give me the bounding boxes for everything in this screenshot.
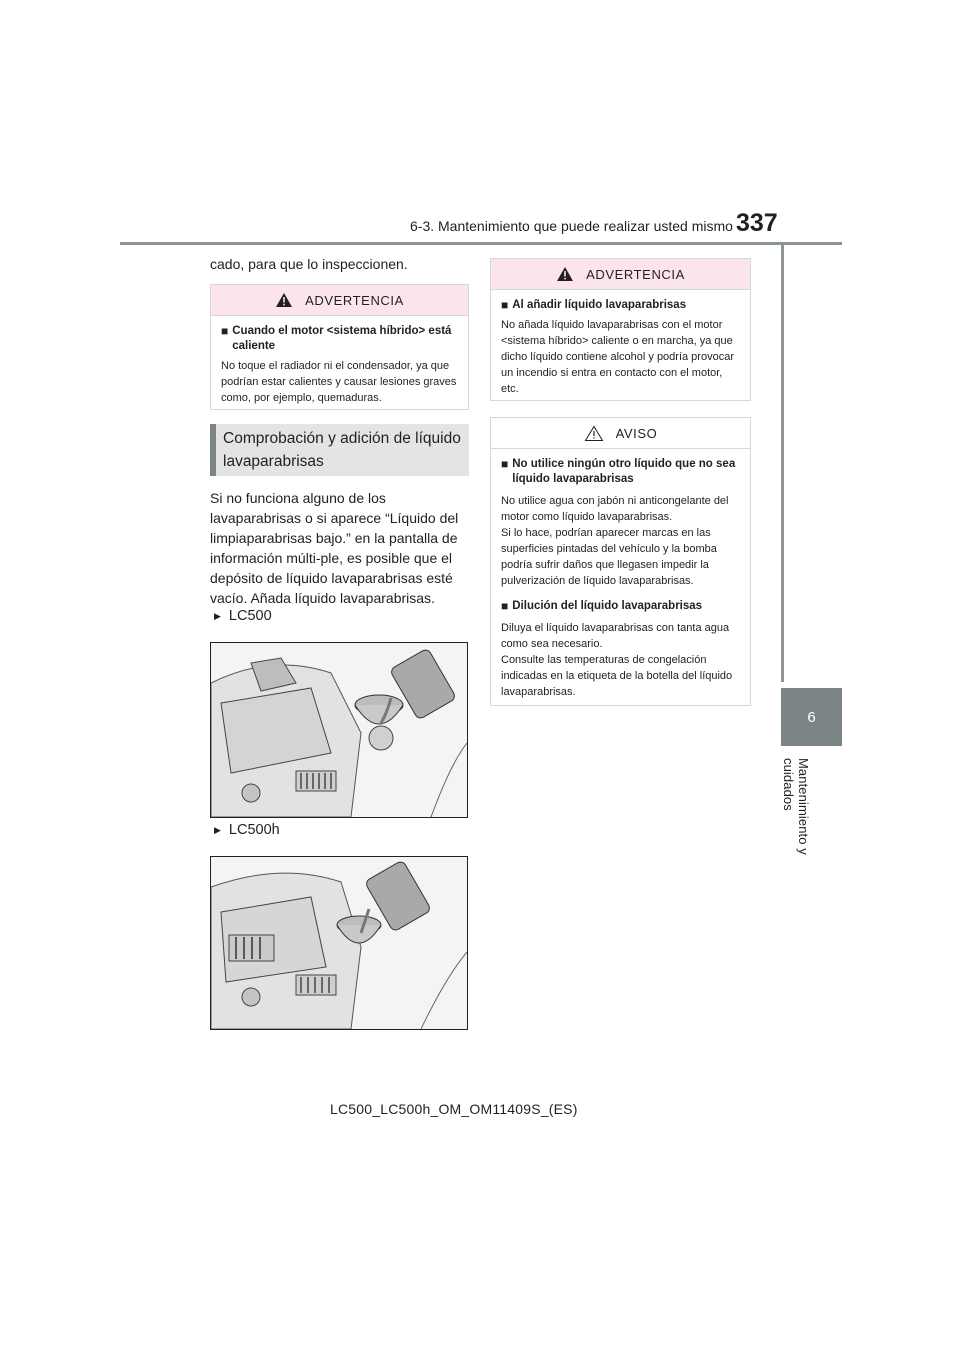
notice-item1-title	[501, 457, 740, 487]
warning-body: No añada líquido lavaparabrisas con el motor <sistema híbrido> caliente o en marcha, ya que dicho líquido contiene alcohol y podría provocar un incendio si entra en contacto con el motor, etc.	[501, 319, 734, 395]
notice-item2-body-a: Diluya el líquido lavaparabrisas con tanta agua como sea necesario.	[501, 622, 730, 650]
notice-box-header	[491, 418, 750, 449]
model-label-lc500	[214, 608, 272, 624]
model-label-lc500h	[214, 822, 280, 838]
square-bullet-icon: ■	[501, 457, 509, 471]
notice-item2-body-b: Consulte las temperaturas de congelación indicadas en la etiqueta de la botella del líquido lavaparabrisas.	[501, 654, 733, 698]
intro-text: cado, para que lo inspeccionen.	[210, 256, 408, 272]
warning-title-text: Al añadir líquido lavaparabrisas	[512, 299, 687, 311]
square-bullet-icon: ■	[221, 324, 229, 338]
section-heading-bar	[210, 424, 216, 476]
warning-title	[221, 324, 458, 354]
warning-heading: ADVERTENCIA	[586, 266, 685, 282]
warning-body: No toque el radiador ni el condensador, ya que podrían estar calientes y causar lesiones graves como, por ejemplo, quemaduras.	[221, 360, 457, 404]
illustration-lc500-filling	[210, 642, 468, 818]
header-rule	[120, 242, 842, 245]
square-bullet-icon: ■	[501, 298, 509, 312]
triangle-right-icon: ▶	[214, 610, 221, 621]
notice-item1-title-text: No utilice ningún otro líquido que no sea líquido lavaparabrisas	[512, 458, 736, 485]
square-bullet-icon: ■	[501, 599, 509, 613]
warning-box-header	[491, 259, 750, 290]
notice-item1-body-b: Si lo hace, podrían aparecer marcas en las superficies pintadas del vehículo y la bomba podría sufrir daños que llegasen impedir la pulverización de líquido lavaparabrisas.	[501, 527, 717, 587]
footer-code: LC500_LC500h_OM_OM11409S_(ES)	[330, 1101, 578, 1117]
body-paragraph: Si no funciona alguno de los lavaparabrisas o si aparece “Líquido del limpiaparabrisas bajo.” en la pantalla de información múlti-ple, es posible que el depósito de líquido lavaparabrisas esté vacío. Añada líquido lavaparabrisas.	[210, 490, 459, 606]
notice-heading: AVISO	[615, 425, 658, 441]
engine-bay-illustration-lc500h	[211, 857, 467, 1029]
notice-item1-body-a: No utilice agua con jabón ni anticongelante del motor como líquido lavaparabrisas.	[501, 495, 729, 523]
illustration-lc500h-filling	[210, 856, 468, 1030]
warning-heading: ADVERTENCIA	[305, 292, 404, 308]
warning-title	[501, 298, 740, 313]
engine-bay-illustration-lc500	[211, 643, 467, 817]
chapter-number: 6	[807, 708, 816, 726]
caution-outline-triangle-icon	[584, 425, 604, 442]
warning-triangle-icon	[275, 292, 293, 308]
warning-box-header	[211, 285, 468, 316]
chapter-label: Mantenimiento y cuidados	[781, 758, 811, 855]
triangle-right-icon: ▶	[214, 824, 221, 835]
warning-box-adding-fluid	[490, 258, 751, 401]
model-label-text: LC500h	[228, 822, 280, 838]
notice-item2-title	[501, 599, 740, 614]
page-number: 337	[736, 209, 778, 237]
section-title: Comprobación y adición de líquido lavaparabrisas	[223, 430, 461, 470]
warning-title-text: Cuando el motor <sistema híbrido> está caliente	[232, 325, 452, 352]
side-rule	[781, 245, 784, 682]
notice-item2-title-text: Dilución del líquido lavaparabrisas	[512, 600, 703, 612]
notice-box	[490, 417, 751, 706]
running-header-section: 6-3. Mantenimiento que puede realizar usted mismo	[410, 218, 733, 234]
model-label-text: LC500	[228, 608, 272, 624]
warning-box-hot-engine	[210, 284, 469, 410]
warning-triangle-icon	[556, 266, 574, 282]
